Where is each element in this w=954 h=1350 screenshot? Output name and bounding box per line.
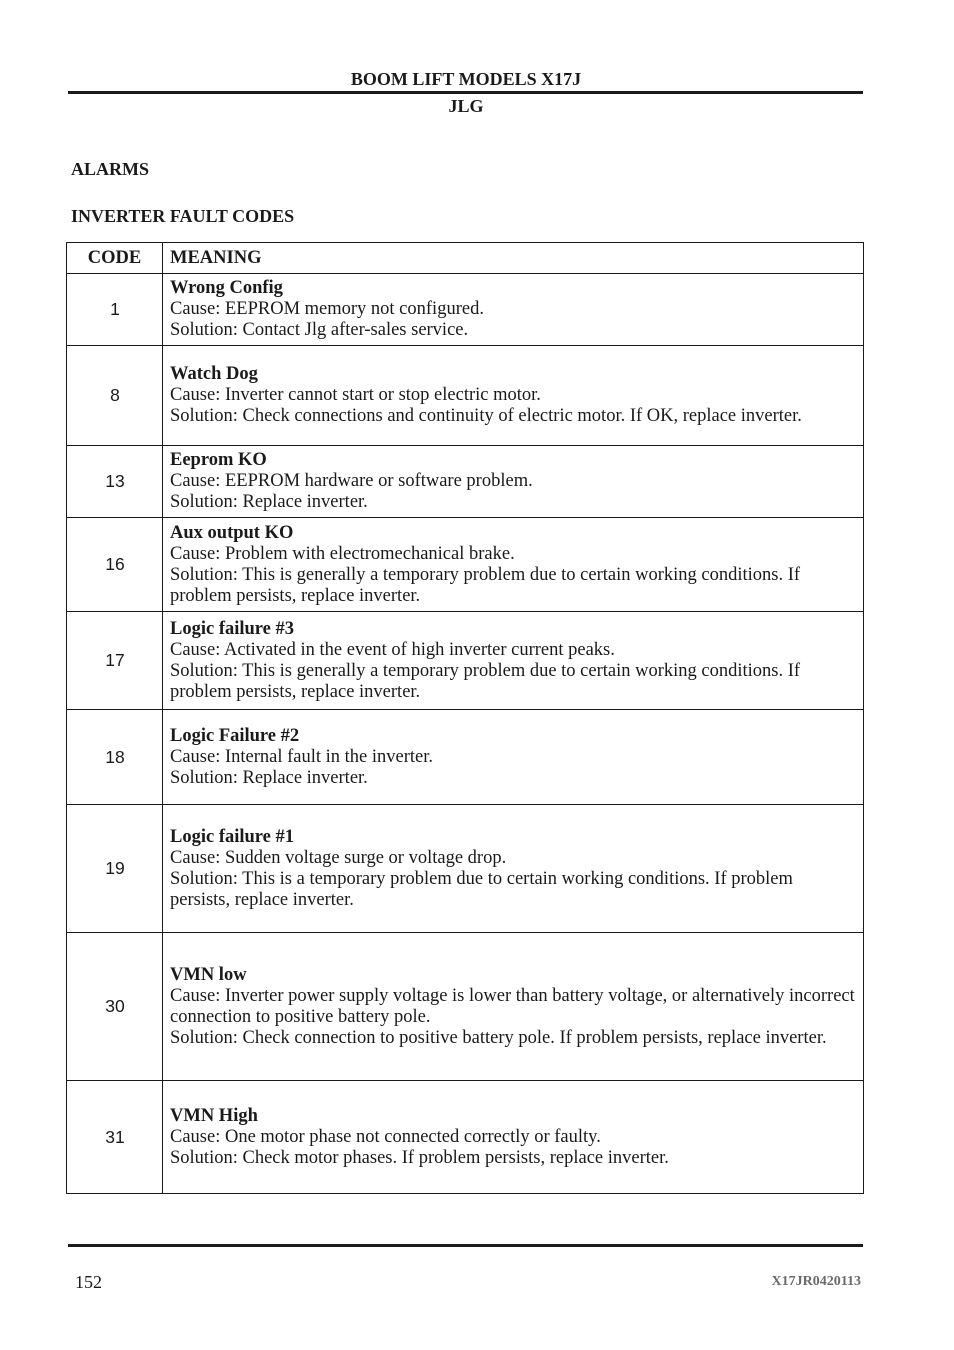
fault-meaning — [163, 446, 864, 518]
column-header-code: CODE — [67, 243, 163, 274]
fault-meaning — [163, 612, 864, 710]
fault-cause: Cause: Internal fault in the inverter. — [170, 746, 434, 767]
fault-solution: Solution: Check connection to positive battery pole. If problem persists, replace inverter. — [170, 1027, 827, 1048]
fault-title: VMN High — [170, 1105, 258, 1126]
fault-code: 18 — [67, 710, 163, 805]
fault-cause: Cause: Inverter cannot start or stop electric motor. — [170, 385, 541, 405]
fault-solution: Solution: Check motor phases. If problem persists, replace inverter. — [170, 1147, 669, 1168]
header-rule — [68, 91, 863, 94]
fault-solution: Solution: This is a temporary problem due to certain working conditions. If problem persists, replace inverter. — [170, 868, 793, 910]
subsection-title: INVERTER FAULT CODES — [71, 206, 295, 226]
fault-title: Eeprom KO — [170, 450, 267, 470]
document-header-brand: JLG — [448, 96, 484, 116]
fault-solution: Solution: Replace inverter. — [170, 492, 368, 512]
fault-title: Logic failure #1 — [170, 826, 295, 847]
fault-solution: Solution: Contact Jlg after-sales service. — [170, 320, 469, 340]
document-code: X17JR0420113 — [771, 1274, 861, 1289]
fault-cause: Cause: One motor phase not connected correctly or faulty. — [170, 1126, 601, 1147]
document-header-title: BOOM LIFT MODELS X17J — [350, 69, 582, 89]
fault-code: 13 — [67, 446, 163, 518]
fault-code: 19 — [67, 805, 163, 933]
fault-code: 30 — [67, 933, 163, 1081]
fault-codes-table — [66, 242, 864, 1194]
table-row — [67, 446, 864, 518]
fault-meaning — [163, 518, 864, 612]
fault-meaning — [163, 1081, 864, 1194]
footer-rule — [68, 1244, 863, 1247]
fault-cause: Cause: Inverter power supply voltage is lower than battery voltage, or alternatively incorrect connection to positive battery pole. — [170, 985, 855, 1027]
fault-meaning — [163, 346, 864, 446]
table-row — [67, 805, 864, 933]
fault-code: 8 — [67, 346, 163, 446]
fault-solution: Solution: This is generally a temporary problem due to certain working conditions. If problem persists, replace inverter. — [170, 564, 801, 606]
table-row — [67, 612, 864, 710]
fault-code: 16 — [67, 518, 163, 612]
table-header-row — [67, 243, 864, 274]
table-row — [67, 518, 864, 612]
fault-cause: Cause: Problem with electromechanical brake. — [170, 543, 515, 564]
column-header-meaning: MEANING — [163, 243, 864, 274]
table-row — [67, 274, 864, 346]
fault-cause: Cause: Sudden voltage surge or voltage drop. — [170, 847, 507, 868]
fault-cause: Cause: EEPROM hardware or software problem. — [170, 471, 533, 491]
section-title: ALARMS — [71, 159, 150, 179]
fault-cause: Cause: Activated in the event of high inverter current peaks. — [170, 639, 615, 660]
page-number: 152 — [75, 1272, 102, 1292]
fault-meaning — [163, 933, 864, 1081]
fault-code: 1 — [67, 274, 163, 346]
fault-solution: Solution: Replace inverter. — [170, 767, 368, 788]
fault-title: Logic Failure #2 — [170, 725, 300, 746]
fault-solution: Solution: This is generally a temporary problem due to certain working conditions. If problem persists, replace inverter. — [170, 660, 801, 702]
fault-cause: Cause: EEPROM memory not configured. — [170, 299, 484, 319]
fault-title: Aux output KO — [170, 522, 294, 543]
fault-code: 17 — [67, 612, 163, 710]
table-row — [67, 710, 864, 805]
fault-code: 31 — [67, 1081, 163, 1194]
fault-title: VMN low — [170, 964, 247, 985]
fault-meaning — [163, 805, 864, 933]
table-row — [67, 933, 864, 1081]
fault-meaning — [163, 710, 864, 805]
fault-title: Watch Dog — [170, 364, 258, 384]
fault-meaning — [163, 274, 864, 346]
table-row — [67, 346, 864, 446]
fault-solution: Solution: Check connections and continuity of electric motor. If OK, replace inverter. — [170, 406, 802, 426]
fault-title: Logic failure #3 — [170, 618, 295, 639]
table-row — [67, 1081, 864, 1194]
fault-title: Wrong Config — [170, 278, 283, 298]
